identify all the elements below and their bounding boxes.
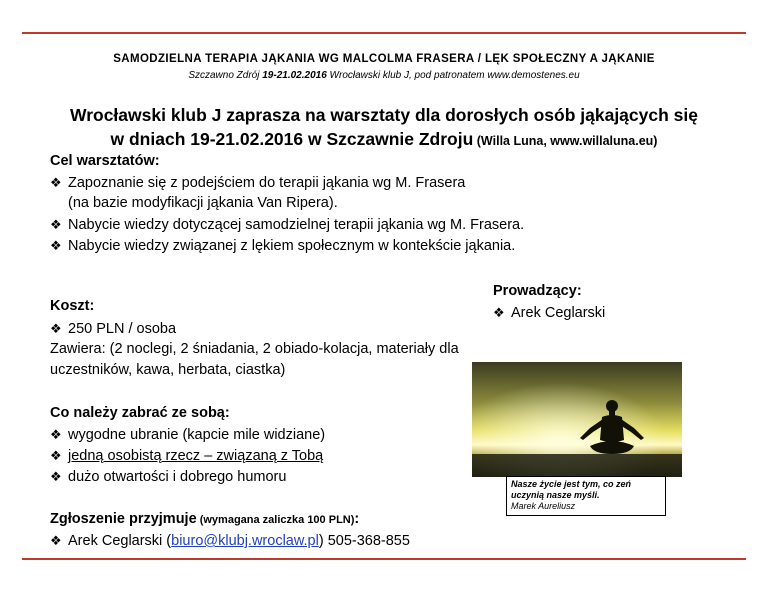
bottom-rule bbox=[22, 558, 746, 560]
quote-caption bbox=[506, 476, 666, 516]
meditation-silhouette-image bbox=[472, 362, 682, 477]
goal-item: ❖ Nabycie wiedzy dotyczącej samodzielnej terapii jąkania wg M. Frasera. bbox=[50, 214, 524, 236]
diamond-bullet-icon: ❖ bbox=[50, 448, 62, 463]
quote-line-2: uczynią nasze myśli. bbox=[511, 490, 600, 500]
diamond-bullet-icon: ❖ bbox=[50, 533, 62, 548]
goal-item: ❖ Nabycie wiedzy związanej z lękiem społecznym w kontekście jąkania. bbox=[50, 235, 515, 257]
goal-item: ❖ Zapoznanie się z podejściem do terapii jąkania wg M. Frasera bbox=[50, 172, 465, 194]
goal-item-continuation: (na bazie modyfikacji jąkania Van Ripera). bbox=[68, 195, 338, 211]
meditation-photo bbox=[472, 362, 682, 477]
bring-item: ❖ jedną osobistą rzecz – związaną z Tobą bbox=[50, 445, 323, 467]
quote-line-1: Nasze życie jest tym, co zeń bbox=[511, 479, 632, 489]
diamond-bullet-icon: ❖ bbox=[50, 469, 62, 484]
quote-author: Marek Aureliusz bbox=[511, 501, 576, 511]
diamond-bullet-icon: ❖ bbox=[493, 305, 505, 320]
top-rule bbox=[22, 32, 746, 34]
header-title: SAMODZIELNA TERAPIA JĄKANIA WG MALCOLMA FRASERA / LĘK SPOŁECZNY A JĄKANIE bbox=[113, 53, 655, 65]
bring-heading: Co należy zabrać ze sobą: bbox=[50, 405, 230, 421]
diamond-bullet-icon: ❖ bbox=[50, 217, 62, 232]
diamond-bullet-icon: ❖ bbox=[50, 238, 62, 253]
bring-item: ❖ dużo otwartości i dobrego humoru bbox=[50, 466, 286, 488]
header-subtitle: Szczawno Zdrój 19-21.02.2016 Wrocławski klub J, pod patronatem www.demostenes.eu bbox=[188, 70, 580, 81]
signup-contact: ❖ Arek Ceglarski (biuro@klubj.wroclaw.pl) 505-368-855 bbox=[50, 530, 410, 552]
cost-price: ❖ 250 PLN / osoba bbox=[50, 318, 176, 340]
signup-heading: Zgłoszenie przyjmuje (wymagana zaliczka 100 PLN): bbox=[50, 511, 360, 527]
diamond-bullet-icon: ❖ bbox=[50, 427, 62, 442]
cost-heading: Koszt: bbox=[50, 298, 95, 314]
leader-heading: Prowadzący: bbox=[493, 283, 582, 299]
headline-line-1: Wrocławski klub J zaprasza na warsztaty dla dorosłych osób jąkających się bbox=[70, 105, 698, 125]
cost-includes-line-2: uczestników, kawa, herbata, ciastka) bbox=[50, 362, 286, 378]
headline-line-2: w dniach 19-21.02.2016 w Szczawnie Zdroju (Willa Luna, www.willaluna.eu) bbox=[110, 129, 658, 149]
cost-includes-line-1: Zawiera: (2 noclegi, 2 śniadania, 2 obiado-kolacja, materiały dla bbox=[50, 341, 459, 357]
diamond-bullet-icon: ❖ bbox=[50, 321, 62, 336]
bring-item: ❖ wygodne ubranie (kapcie mile widziane) bbox=[50, 424, 325, 446]
diamond-bullet-icon: ❖ bbox=[50, 175, 62, 190]
goals-heading: Cel warsztatów: bbox=[50, 153, 160, 169]
email-link[interactable]: biuro@klubj.wroclaw.pl bbox=[171, 533, 319, 549]
leader-name: ❖ Arek Ceglarski bbox=[493, 302, 605, 324]
